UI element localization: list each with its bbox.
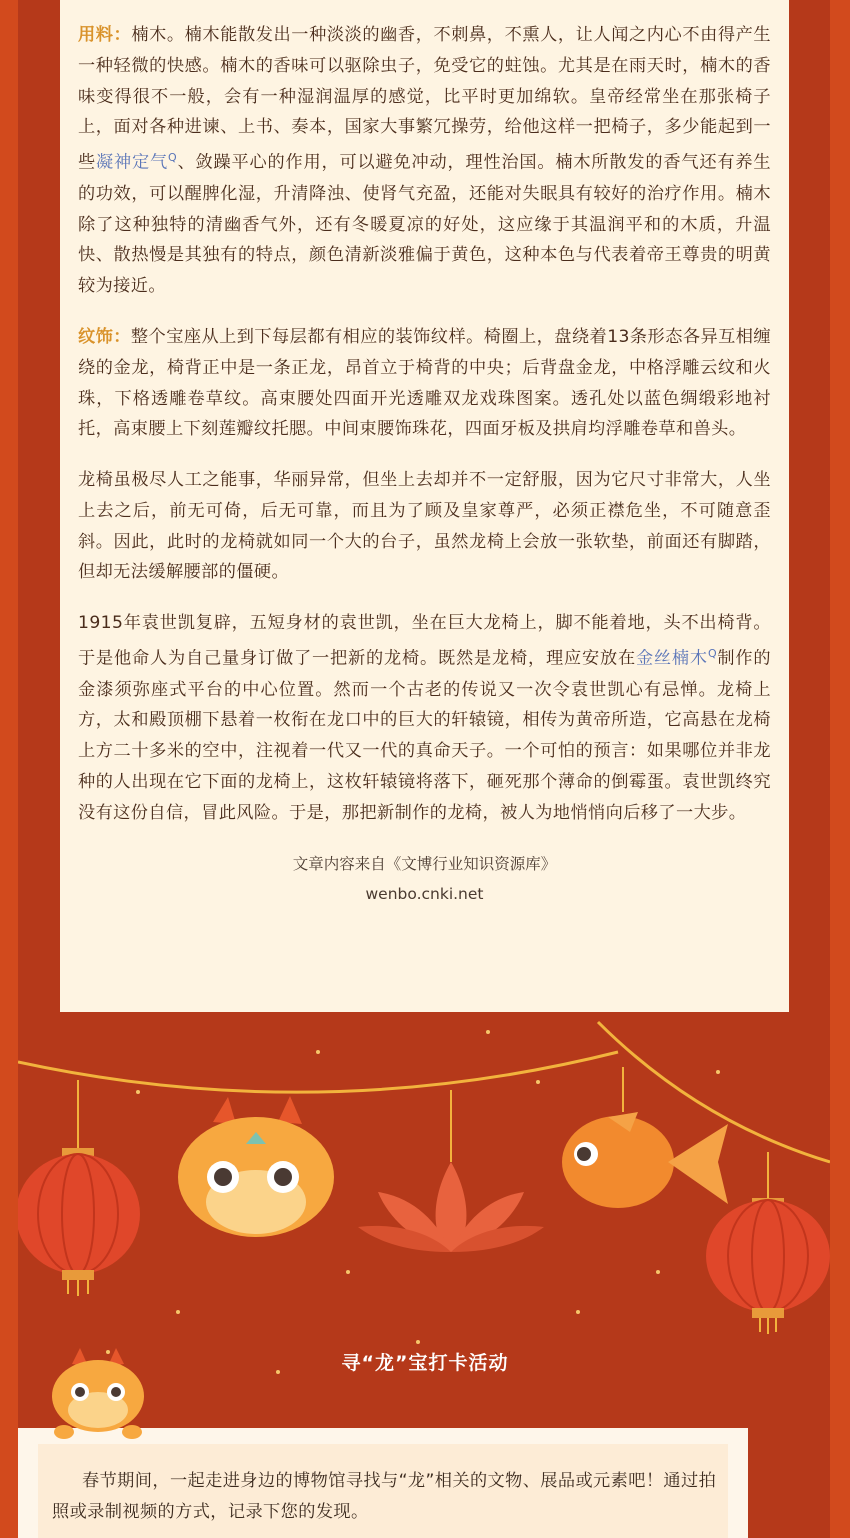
yuan-text-2: 制作的金漆须弥座式平台的中心位置。然而一个古老的传说又一次令袁世凯心有忌惮。龙椅上方，太和殿顶棚下悬着一枚衔在龙口中的巨大的轩辕镜，相传为黄帝所造，它高悬在龙椅上方二十多米的空中，注视着一代又一代的真命天子。一个可怕的预言：如果哪位并非龙种的人出现在它下面的龙椅上，这枚轩辕镜将落下，砸死那个薄命的倒霉蛋。袁世凯终究没有这份自信，冒此风险。于是，那把新制作的龙椅，被人为地悄悄向后移了一大步。 [78, 648, 771, 823]
decoration-paragraph [78, 322, 771, 445]
dragon-head-icon [178, 1096, 334, 1237]
decoration-text: 整个宝座从上到下每层都有相应的装饰纹样。椅圈上，盘绕着13条形态各异互相缠绕的金龙，椅背正中是一条正龙，昂首立于椅背的中央；后背盘金龙，中格浮雕云纹和火珠，下格透雕卷草纹。高束腰处四面开光透雕双龙戏珠图案。透孔处以蓝色绸缎彩地衬托，高束腰上下刻莲瓣纹托腮。中间束腰饰珠花，四面牙板及拱肩均浮雕卷草和兽头。 [78, 326, 771, 440]
lantern-left-icon [18, 1148, 140, 1296]
activity-title: 寻“龙”宝打卡活动 [341, 1352, 509, 1374]
source-url[interactable]: wenbo.cnki.net [365, 884, 484, 903]
decoration-label: 纹饰： [78, 326, 131, 347]
link-ningshen[interactable]: 凝神定气 [96, 152, 168, 173]
materials-text: 楠木。楠木能散发出一种淡淡的幽香，不刺鼻，不熏人，让人闻之内心不由得产生一种轻微的快感。楠木的香味可以驱除虫子，免受它的蛀蚀。尤其是在雨天时，楠木的香味变得很不一般，会有一种湿润温厚的感觉，比平时更加绵软。皇帝经常坐在那张椅子上，面对各种进谏、上书、奏本，国家大事繁冗操劳，给他这样一把椅子，多少能起到一些 [78, 25, 772, 173]
yuan-paragraph [78, 608, 771, 828]
goldfish-icon [562, 1112, 728, 1208]
source-line: 文章内容来自《文博行业知识资源库》 [292, 854, 557, 873]
dragon-mascot-icon [44, 1346, 152, 1442]
right-border [830, 0, 850, 1538]
comfort-paragraph: 龙椅虽极尽人工之能事，华丽异常，但坐上去却并不一定舒服，因为它尺寸非常大，人坐上去之后，前无可倚，后无可靠，而且为了顾及皇家尊严，必须正襟危坐，不可随意歪斜。因此，此时的龙椅就如同一个大的台子，虽然龙椅上会放一张软垫，前面还有脚踏，但却无法缓解腰部的僵硬。 [78, 470, 771, 583]
search-icon[interactable]: Q [168, 151, 178, 165]
search-icon[interactable]: Q [707, 647, 717, 661]
activity-body: 春节期间，一起走进身边的博物馆寻找与“龙”相关的文物、展品或元素吧！通过拍照或录制视频的方式，记录下您的发现。 [52, 1471, 717, 1522]
left-border [0, 0, 18, 1538]
materials-paragraph [78, 20, 771, 302]
link-jinsinanmu[interactable]: 金丝楠木 [635, 648, 708, 669]
materials-label: 用料： [78, 25, 132, 45]
lotus-icon [358, 1162, 544, 1252]
yuan-text: 1915年袁世凯复辟，五短身材的袁世凯，坐在巨大龙椅上，脚不能着地，头不出椅背。于是他命人为自己量身订做了一把新的龙椅。既然是龙椅，理应安放在 [78, 613, 771, 669]
materials-text-2: 、敛躁平心的作用，可以避免冲动，理性治国。楠木所散发的香气还有养生的功效，可以醒脾化湿，升清降浊、使肾气充盈，还能对失眠具有较好的治疗作用。楠木除了这种独特的清幽香气外，还有冬暖夏凉的好处，这应缘于其温润平和的木质，升温快、散热慢是其独有的特点，颜色清新淡雅偏于黄色，这种本色与代表着帝王尊贵的明黄较为接近。 [78, 152, 771, 297]
source-credit [78, 849, 771, 909]
lantern-right-icon [706, 1198, 830, 1334]
article-card [60, 0, 789, 1012]
